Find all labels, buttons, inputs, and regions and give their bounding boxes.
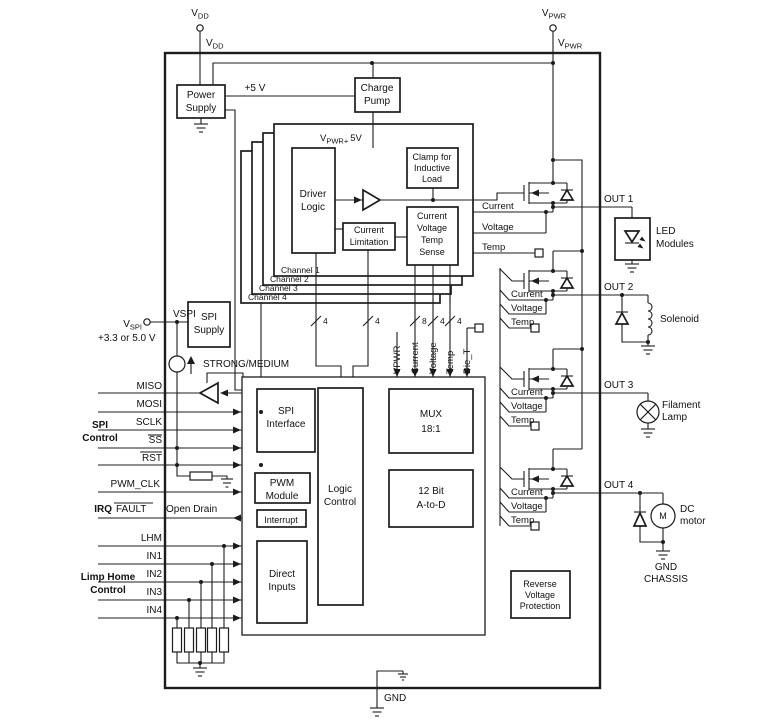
- fb-voltage: Voltage: [511, 401, 543, 412]
- fb-temp: Temp: [511, 415, 535, 426]
- miso-label: MISO: [136, 381, 162, 392]
- pwm-module-label: Module: [265, 491, 299, 502]
- vspi-pin: [144, 319, 150, 325]
- spi-supply-label: Supply: [193, 325, 225, 336]
- channel3-label: Channel 3: [259, 283, 298, 293]
- power-supply-label: Power: [186, 90, 216, 101]
- out1-label: OUT 1: [604, 194, 634, 205]
- mux-input-temp: Temp: [445, 350, 456, 374]
- cvt-sense-label: Temp: [420, 235, 444, 245]
- out3-label: OUT 3: [604, 380, 634, 391]
- motor-m-label: M: [659, 511, 667, 521]
- mux-input-current: Current: [410, 342, 421, 374]
- vpwr-pin-label: $V_{PWR}$: [541, 8, 567, 21]
- fb-temp: Temp: [511, 317, 535, 328]
- body-diode: [561, 278, 573, 288]
- bus-width: 4: [440, 316, 445, 326]
- cvt-sense-label: Current: [416, 211, 448, 221]
- clamp-label: Clamp for: [412, 152, 452, 162]
- plus5v-label: +5 V: [244, 83, 266, 94]
- pull-resistor: [208, 628, 217, 652]
- fb-voltage: Voltage: [482, 222, 514, 233]
- cvt-sense-label: Sense: [419, 247, 445, 257]
- spi-interface-label: SPI: [277, 406, 295, 417]
- charge-pump-label: Charge: [360, 83, 394, 94]
- clamp-label: Load: [421, 174, 443, 184]
- pwm-module-label: PWM: [269, 478, 295, 489]
- fb-current: Current: [511, 289, 543, 300]
- pull-resistor: [185, 628, 194, 652]
- mux-label: MUX: [419, 409, 443, 420]
- motor-diode-icon: [634, 513, 646, 526]
- out4-label: OUT 4: [604, 480, 634, 491]
- freewheel-diode-icon: [616, 313, 628, 324]
- body-diode: [561, 476, 573, 486]
- logic-control-label: Control: [323, 497, 357, 508]
- fb-current: Current: [511, 387, 543, 398]
- strong-medium-label: STRONG/MEDIUM: [203, 359, 290, 370]
- rvp-label: Protection: [519, 601, 561, 611]
- vspi-net-label: VSPI: [173, 309, 196, 320]
- mux-label: 18:1: [421, 424, 441, 435]
- direct-inputs-label: Inputs: [268, 582, 296, 593]
- rst-label: RST: [142, 453, 162, 464]
- mux-input-voltage: Voltage: [428, 342, 439, 374]
- vpwr-pin: [550, 25, 556, 31]
- driver-logic-label: Driver: [299, 189, 327, 200]
- adc-label: A-to-D: [416, 500, 446, 511]
- die-temp-pin-square: [475, 324, 483, 332]
- mux-input-vpwr: VPWR: [392, 345, 403, 374]
- fb-voltage: Voltage: [511, 303, 543, 314]
- in4-label: IN4: [146, 605, 162, 616]
- power-supply-label: Supply: [185, 103, 217, 114]
- temp-pin-square: [535, 249, 543, 257]
- miso-buffer: [200, 383, 218, 403]
- solenoid-label: Solenoid: [660, 314, 699, 325]
- fb-temp: Temp: [511, 515, 535, 526]
- rvp-label: Voltage: [524, 590, 556, 600]
- adc-block: [389, 470, 473, 527]
- interrupt-label: Interrupt: [264, 515, 298, 525]
- pwm-clk-label: PWM_CLK: [110, 479, 160, 490]
- channel-rail-label: $V_{PWR+}$ 5V: [320, 133, 362, 146]
- out2-label: OUT 2: [604, 282, 634, 293]
- cvt-sense-label: Voltage: [416, 223, 448, 233]
- current-limitation-label: Limitation: [349, 237, 389, 247]
- pull-resistor: [197, 628, 206, 652]
- in3-label: IN3: [146, 587, 162, 598]
- fb-current: Current: [482, 201, 514, 212]
- logic-control-label: Logic: [328, 484, 352, 495]
- in1-label: IN1: [146, 551, 162, 562]
- led-modules-label: LED: [656, 226, 676, 237]
- vdd-pin-label: $V_{DD}$: [191, 8, 209, 21]
- bus-width: 4: [323, 316, 328, 326]
- fault-label: FAULT: [116, 504, 147, 515]
- vdd-pin: [197, 25, 203, 31]
- dc-motor-label: DC: [680, 504, 695, 515]
- driver-logic-block: [292, 148, 335, 253]
- vspi-pin-label: $V_{SPI}$: [123, 319, 142, 332]
- fb-temp: Temp: [482, 242, 506, 253]
- gnd-chassis-label: CHASSIS: [644, 574, 688, 585]
- gnd-label: GND: [384, 693, 407, 704]
- vspi-range-label: +3.3 or 5.0 V: [98, 333, 156, 344]
- vpwr-net-label: $V_{PWR}$: [558, 38, 583, 51]
- irq-label: IRQ: [94, 504, 112, 515]
- spi-interface-label: Interface: [266, 419, 306, 430]
- pull-resistor: [173, 628, 182, 652]
- clamp-label: Inductive: [413, 163, 451, 173]
- lhm-label: LHM: [140, 533, 162, 544]
- dc-motor-label: motor: [680, 516, 706, 527]
- mosi-label: MOSI: [136, 399, 162, 410]
- rvp-label: Reverse: [523, 579, 557, 589]
- in2-label: IN2: [146, 569, 162, 580]
- filament-lamp-label: Filament: [662, 400, 701, 411]
- channel1-label: Channel 1: [281, 265, 320, 275]
- spi-control-caption: SPI: [91, 420, 109, 431]
- filament-lamp-label: Lamp: [662, 412, 688, 423]
- gnd-chassis-label: GND: [654, 562, 678, 573]
- sclk-label: SCLK: [135, 417, 162, 428]
- bus-width: 4: [375, 316, 380, 326]
- channel4-label: Channel 4: [248, 292, 287, 302]
- charge-pump-label: Pump: [363, 96, 391, 107]
- body-diode: [561, 376, 573, 386]
- direct-inputs-label: Direct: [268, 569, 296, 580]
- mux-input-diet: Die_T: [462, 348, 473, 374]
- adc-label: 12 Bit: [418, 486, 444, 497]
- current-source-symbol: [169, 356, 185, 372]
- channel2-label: Channel 2: [270, 274, 309, 284]
- vdd-net-label: $V_{DD}$: [206, 38, 224, 51]
- pull-resistor: [220, 628, 229, 652]
- open-drain-label: Open Drain: [166, 504, 218, 515]
- body-diode: [561, 190, 573, 200]
- fb-current: Current: [511, 487, 543, 498]
- fb-voltage: Voltage: [511, 501, 543, 512]
- spi-supply-label: SPI: [200, 312, 218, 323]
- driver-logic-label: Logic: [301, 202, 325, 213]
- spi-control-caption: Control: [82, 433, 118, 444]
- led-modules-label: Modules: [656, 239, 694, 250]
- current-limitation-label: Current: [353, 225, 385, 235]
- rst-pull-resistor: [190, 472, 212, 480]
- ss-label: SS: [148, 435, 162, 446]
- limp-home-caption: Limp Home: [80, 572, 136, 583]
- bus-width: 4: [457, 316, 462, 326]
- limp-home-caption: Control: [90, 585, 126, 596]
- bus-width: 8: [422, 316, 427, 326]
- mux-block: [389, 389, 473, 453]
